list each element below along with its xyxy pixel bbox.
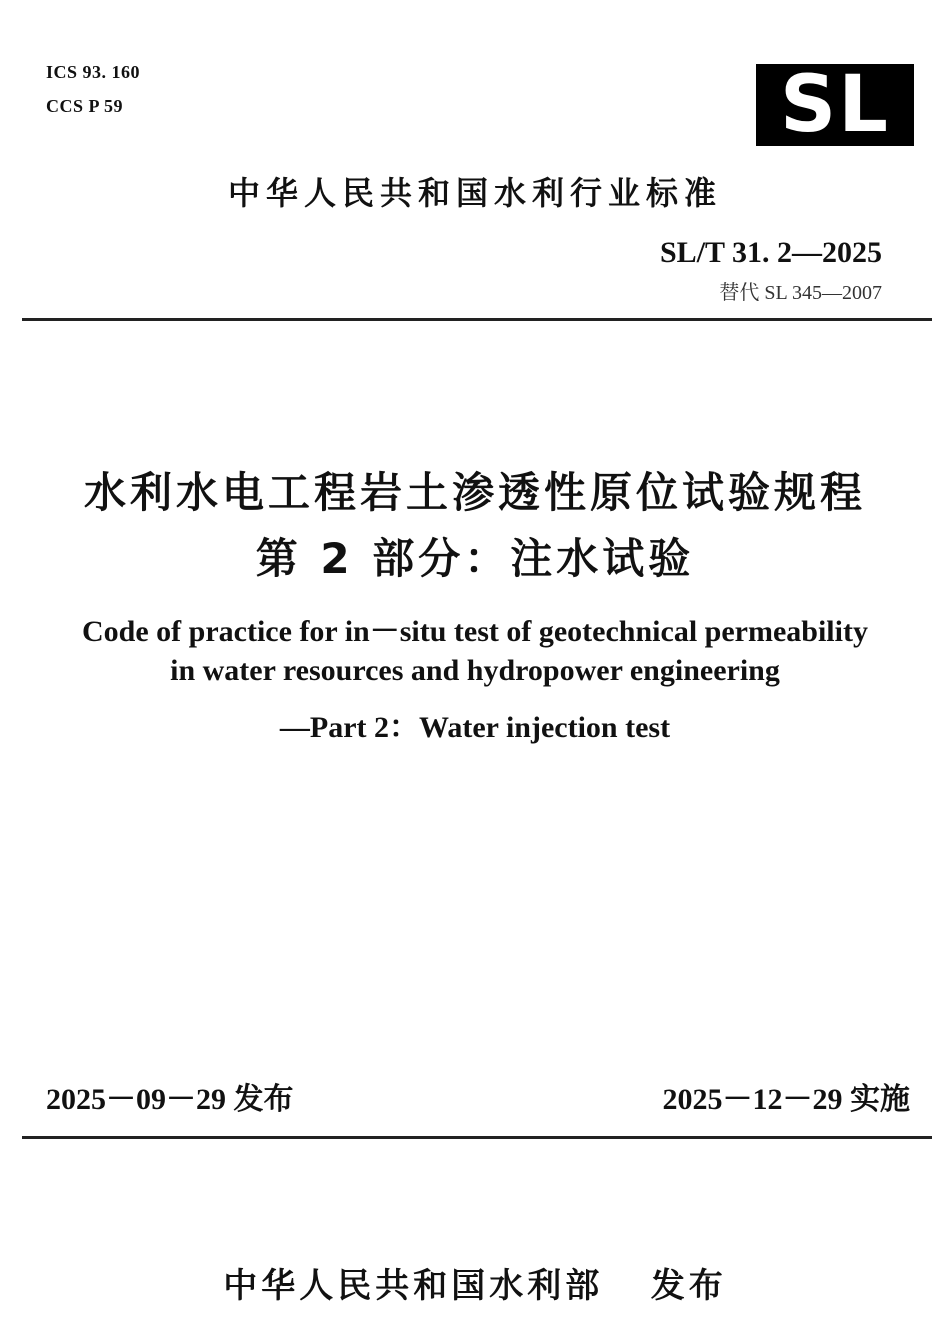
publisher: 中华人民共和国水利部 发布 xyxy=(223,1266,727,1306)
ccs-code: CCS P 59 xyxy=(46,96,124,116)
english-title-line-1: Code of practice for in－situ test of geotechnical permeability xyxy=(82,615,868,648)
sl-logo: SL xyxy=(756,64,914,146)
chinese-title-line-1: 水利水电工程岩土渗透性原位试验规程 xyxy=(83,468,866,517)
issue-date: 2025－09－29 发布 xyxy=(46,1083,294,1116)
industry-standard-heading: 中华人民共和国水利行业标准 xyxy=(227,174,722,212)
english-title-line-2: in water resources and hydropower engineering xyxy=(170,654,780,687)
replaces-note: 替代 SL 345—2007 xyxy=(719,282,882,304)
top-divider xyxy=(22,318,932,321)
effective-date: 2025－12－29 实施 xyxy=(662,1083,910,1116)
bottom-divider xyxy=(22,1136,932,1139)
ics-code: ICS 93. 160 xyxy=(46,62,141,82)
english-title-line-3: —Part 2：Water injection test xyxy=(279,711,671,744)
standard-number: SL/T 31. 2—2025 xyxy=(660,236,882,269)
chinese-title-line-2: 第 2 部分：注水试验 xyxy=(255,534,695,583)
